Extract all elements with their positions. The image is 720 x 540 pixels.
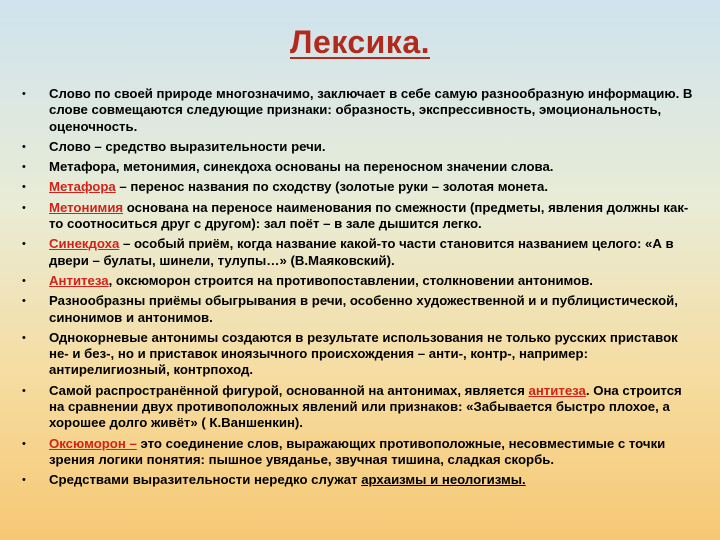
bullet-icon: • (22, 181, 26, 194)
list-item (0, 86, 720, 135)
bullet-icon: • (22, 274, 26, 287)
bullet-icon: • (22, 201, 26, 214)
bullet-icon: • (22, 384, 26, 397)
item-text: основана на переносе наименования по смежности (предметы, явления должны как-то соотноситься друг с другом): зал поёт – в зале дышится легко. (49, 199, 689, 232)
item-text: Разнообразны приёмы обыгрывания в речи, особенно художественной и и публицистической, синонимов и антонимов. (49, 293, 678, 325)
bullet-icon: • (22, 161, 26, 174)
item-text: Слово – средство выразительности речи. (49, 138, 326, 154)
term-synecdoche: Синекдоха (49, 236, 120, 252)
bullet-list (0, 86, 720, 493)
item-text-pre: Средствами выразительности нередко служат (49, 472, 362, 488)
list-item (0, 472, 720, 488)
item-text: – перенос названия по сходству (золотые руки – золотая монета. (115, 179, 548, 195)
term-antithesis-inline: антитеза (528, 382, 586, 398)
list-item (0, 236, 720, 269)
item-text: – особый приём, когда название какой-то части становится названием целого: «А в двери – булаты, шинели, тулупы…» (В.Маяковский). (49, 236, 674, 268)
bullet-icon: • (22, 238, 26, 251)
list-item (0, 383, 720, 432)
list-item (0, 293, 720, 326)
bullet-icon: • (22, 331, 26, 344)
bullet-icon: • (22, 437, 26, 450)
list-item (0, 330, 720, 379)
item-text: Метафора, метонимия, синекдоха основаны на переносном значении слова. (49, 159, 554, 175)
list-item (0, 179, 720, 195)
list-item (0, 200, 720, 233)
bullet-icon: • (22, 474, 26, 487)
item-text-pre: Самой распространённой фигурой, основанной на антонимах, является (49, 382, 529, 398)
item-text: Однокорневые антонимы создаются в результате использования не только русских приставок не- и без-, но и приставок иноязычного происхождения – анти-, контр-, например: антирелигиозный, контрпоход. (49, 329, 678, 378)
item-text: . Она строится на сравнении двух противоположных явлений или признаков: «Забывается быстро плохое, а хорошее долго живёт» ( К.Ваншенкин). (49, 382, 682, 431)
item-text: Слово по своей природе многозначимо, заключает в себе самую разнообразную информацию. В слове совмещаются следующие признаки: образность, экспрессивность, эмоциональность, оценочность. (49, 86, 693, 134)
archaisms-neologisms: архаизмы и неологизмы. (361, 472, 526, 488)
list-item (0, 159, 720, 175)
bullet-icon: • (22, 295, 26, 308)
slide-title: Лексика. (289, 24, 430, 60)
term-metonymy: Метонимия (49, 199, 124, 215)
item-text: это соединение слов, выражающих противоположные, несовместимые с точки зрения логики понятия: пышное увяданье, звучная тишина, сладкая скорбь. (49, 435, 666, 467)
bullet-icon: • (22, 88, 26, 100)
term-oxymoron: Оксюморон – (49, 435, 137, 451)
term-antithesis: Антитеза (49, 272, 109, 288)
list-item (0, 436, 720, 469)
bullet-icon: • (22, 140, 26, 153)
item-text: , оксюморон строится на противопоставлении, столкновении антонимов. (108, 272, 593, 288)
list-item (0, 273, 720, 289)
list-item (0, 139, 720, 155)
term-metaphor: Метафора (49, 179, 116, 195)
